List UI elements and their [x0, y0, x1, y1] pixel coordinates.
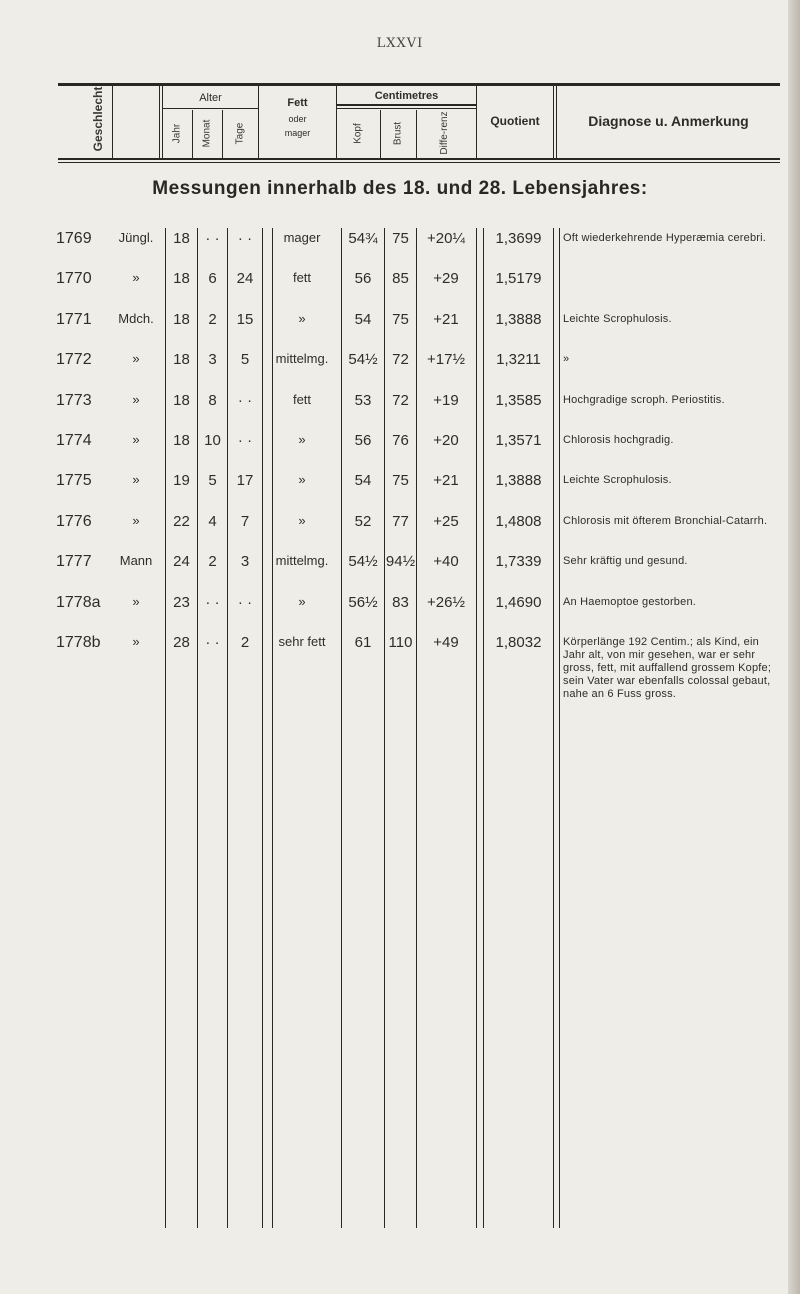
cell-diff: +29 — [433, 270, 459, 288]
header-differenz: Diffe-renz — [439, 111, 450, 155]
cell-note: Leichte Scrophulosis. — [563, 312, 672, 325]
cell-quotient: 1,7339 — [495, 553, 542, 571]
cell-sex: » — [132, 634, 140, 649]
cell-monat: 10 — [204, 432, 221, 449]
cell-nr: 1772 — [56, 351, 92, 369]
cell-fett: » — [298, 310, 306, 326]
cell-monat: 5 — [208, 472, 217, 490]
cell-monat: 4 — [208, 512, 217, 530]
cell-kopf: 56½ — [348, 593, 378, 611]
cell-brust: 72 — [392, 391, 409, 409]
cell-fett: » — [298, 472, 306, 488]
header-oder: oder — [288, 114, 307, 124]
cell-kopf: 56 — [354, 432, 372, 449]
cell-brust: 110 — [388, 634, 413, 651]
cell-diff: +21 — [433, 310, 459, 328]
cell-monat: · · — [205, 634, 220, 651]
cell-tage: 3 — [240, 553, 250, 571]
cell-kopf: 52 — [354, 512, 372, 530]
cell-diff: +20 — [433, 432, 459, 449]
header-fett: Fett — [287, 97, 308, 109]
hdr-vline — [192, 110, 193, 158]
alter-underline — [163, 108, 258, 109]
cell-kopf: 53 — [354, 391, 372, 409]
table-row — [0, 351, 790, 381]
cell-diff: +49 — [433, 634, 459, 651]
table-row — [0, 472, 790, 502]
cell-brust: 77 — [392, 512, 409, 530]
cell-kopf: 54¾ — [348, 230, 378, 247]
cell-nr: 1777 — [56, 553, 92, 571]
cell-diff: +26½ — [427, 593, 465, 611]
cell-monat: 2 — [208, 553, 217, 571]
cell-tage: 24 — [236, 270, 254, 288]
cell-note: Leichte Scrophulosis. — [563, 474, 672, 487]
hdr-vline — [416, 110, 417, 158]
cell-fett: fett — [292, 270, 312, 286]
cell-tage: 17 — [236, 472, 254, 490]
hdr-vline — [222, 110, 223, 158]
cell-jahr: 18 — [173, 391, 190, 409]
cell-quotient: 1,3571 — [495, 432, 542, 449]
cell-tage: · · — [237, 432, 253, 449]
cell-nr: 1776 — [56, 512, 92, 530]
cell-jahr: 24 — [173, 553, 190, 571]
cell-jahr: 22 — [173, 512, 190, 530]
hdr-vline — [380, 110, 381, 158]
cell-nr: 1775 — [56, 472, 92, 490]
hdr-vline — [112, 86, 113, 158]
cell-diff: +25 — [433, 512, 459, 530]
cell-brust: 75 — [392, 230, 409, 247]
cell-brust: 83 — [392, 593, 409, 611]
cell-nr: 1770 — [56, 270, 92, 288]
header-geschlecht: Geschlecht — [91, 86, 105, 152]
header-brust: Brust — [392, 121, 404, 146]
cell-monat: 8 — [208, 391, 217, 409]
cell-sex: » — [132, 432, 140, 447]
section-title: Messungen innerhalb des 18. und 28. Lebensjahres: — [152, 178, 648, 199]
cell-jahr: 23 — [173, 593, 190, 611]
cell-quotient: 1,3585 — [495, 391, 542, 409]
cell-note: Körperlänge 192 Centim.; als Kind, ein Jahr alt, von mir gesehen, war er sehr gross, fett, mit auffallend grossem Kopfe; sein Vater war ebenfalls colossal gebaut, nahe an 6 Fuss gross. — [563, 636, 772, 700]
cell-note: » — [563, 353, 570, 366]
cell-nr: 1774 — [56, 432, 92, 449]
header-jahr: Jahr — [171, 123, 183, 144]
cell-sex: » — [132, 391, 140, 407]
cell-jahr: 18 — [173, 432, 190, 449]
header-bottom-rule — [58, 158, 780, 160]
cell-kopf: 54½ — [348, 351, 378, 369]
table-row — [0, 513, 790, 543]
cell-note: Chlorosis mit öfterem Bronchial-Catarrh. — [563, 514, 768, 527]
top-rule — [58, 83, 780, 86]
header-bottom-rule-2 — [58, 162, 780, 163]
cell-sex: » — [132, 351, 140, 367]
table-row — [0, 311, 790, 341]
cell-tage: · · — [237, 593, 253, 611]
cell-sex: » — [132, 512, 140, 528]
cell-tage: · · — [237, 230, 253, 247]
cell-kopf: 54½ — [348, 553, 378, 571]
header-kopf: Kopf — [352, 123, 364, 144]
cell-kopf: 54 — [354, 310, 372, 328]
cell-nr: 1773 — [56, 391, 92, 409]
table-row — [0, 594, 790, 624]
cell-quotient: 1,3699 — [495, 230, 542, 247]
cell-quotient: 1,5179 — [495, 270, 542, 288]
cell-nr: 1778b — [56, 634, 101, 651]
cell-diff: +19 — [433, 391, 459, 409]
cell-monat: · · — [205, 593, 220, 611]
cell-sex: » — [132, 472, 140, 488]
cell-quotient: 1,4690 — [495, 593, 542, 611]
cell-fett: » — [298, 432, 306, 447]
table-row — [0, 553, 790, 583]
table-row — [0, 230, 790, 260]
header-quotient: Quotient — [490, 114, 540, 128]
cell-fett: » — [298, 593, 306, 609]
table-row — [0, 392, 790, 422]
cell-nr: 1769 — [56, 230, 92, 247]
cell-monat: 6 — [208, 270, 217, 288]
header-tage: Tage — [234, 122, 246, 145]
table-row — [0, 270, 790, 300]
cell-tage: · · — [237, 391, 253, 409]
cell-tage: 5 — [240, 351, 250, 369]
cell-sex: » — [132, 270, 140, 286]
cell-monat: 2 — [208, 310, 217, 328]
cell-fett: mittelmg. — [275, 553, 329, 569]
header-mager: mager — [284, 128, 311, 138]
header-diagnose: Diagnose u. Anmerkung — [588, 113, 749, 129]
cell-jahr: 28 — [173, 634, 190, 651]
cell-jahr: 18 — [173, 351, 190, 369]
cell-kopf: 56 — [354, 270, 372, 288]
cell-sex: Mdch. — [118, 310, 154, 326]
cell-kopf: 54 — [354, 472, 372, 490]
cell-note: Oft wiederkehrende Hyperæmia cerebri. — [563, 232, 767, 244]
page-number: LXXVI — [376, 36, 424, 51]
cell-brust: 75 — [392, 310, 409, 328]
cell-tage: 7 — [240, 512, 250, 530]
cell-quotient: 1,3888 — [495, 310, 542, 328]
header-centimetres: Centimetres — [374, 90, 439, 102]
cell-sex: Jüngl. — [118, 230, 154, 245]
cell-monat: 3 — [208, 351, 217, 369]
cell-jahr: 18 — [173, 230, 190, 247]
cell-fett: fett — [292, 391, 312, 407]
cell-fett: » — [298, 512, 306, 528]
cell-fett: mager — [283, 230, 321, 245]
cell-quotient: 1,4808 — [495, 512, 542, 530]
hdr-vline — [553, 86, 554, 158]
centimetres-underline-2 — [337, 108, 476, 109]
cell-quotient: 1,3888 — [495, 472, 542, 490]
cell-kopf: 61 — [354, 634, 372, 651]
cell-tage: 15 — [236, 310, 254, 328]
table-row — [0, 634, 790, 700]
cell-jahr: 18 — [173, 270, 190, 288]
cell-sex: Mann — [119, 553, 153, 569]
cell-quotient: 1,8032 — [495, 634, 542, 651]
centimetres-underline — [337, 104, 476, 106]
hdr-vline — [159, 86, 160, 158]
cell-jahr: 19 — [173, 472, 190, 490]
cell-diff: +40 — [433, 553, 459, 571]
cell-note: Hochgradige scroph. Periostitis. — [563, 393, 725, 406]
cell-brust: 75 — [392, 472, 409, 490]
cell-quotient: 1,3211 — [496, 351, 541, 369]
cell-diff: +17½ — [427, 351, 465, 369]
header-monat: Monat — [201, 119, 213, 148]
cell-brust: 72 — [392, 351, 409, 369]
cell-brust: 94½ — [385, 553, 416, 571]
cell-diff: +21 — [433, 472, 459, 490]
header-alter: Alter — [199, 92, 222, 104]
cell-nr: 1771 — [56, 310, 92, 328]
cell-nr: 1778a — [56, 593, 101, 611]
cell-brust: 76 — [392, 432, 409, 449]
cell-monat: · · — [205, 230, 220, 247]
cell-note: An Haemoptoe gestorben. — [563, 595, 697, 608]
cell-diff: +20¼ — [427, 230, 465, 247]
cell-fett: mittelmg. — [275, 351, 329, 367]
cell-tage: 2 — [240, 634, 250, 651]
cell-sex: » — [132, 593, 140, 609]
table-row — [0, 432, 790, 462]
cell-jahr: 18 — [173, 310, 190, 328]
cell-brust: 85 — [392, 270, 409, 288]
cell-note: Sehr kräftig und gesund. — [563, 555, 688, 568]
cell-note: Chlorosis hochgradig. — [563, 434, 674, 446]
cell-fett: sehr fett — [278, 634, 326, 649]
